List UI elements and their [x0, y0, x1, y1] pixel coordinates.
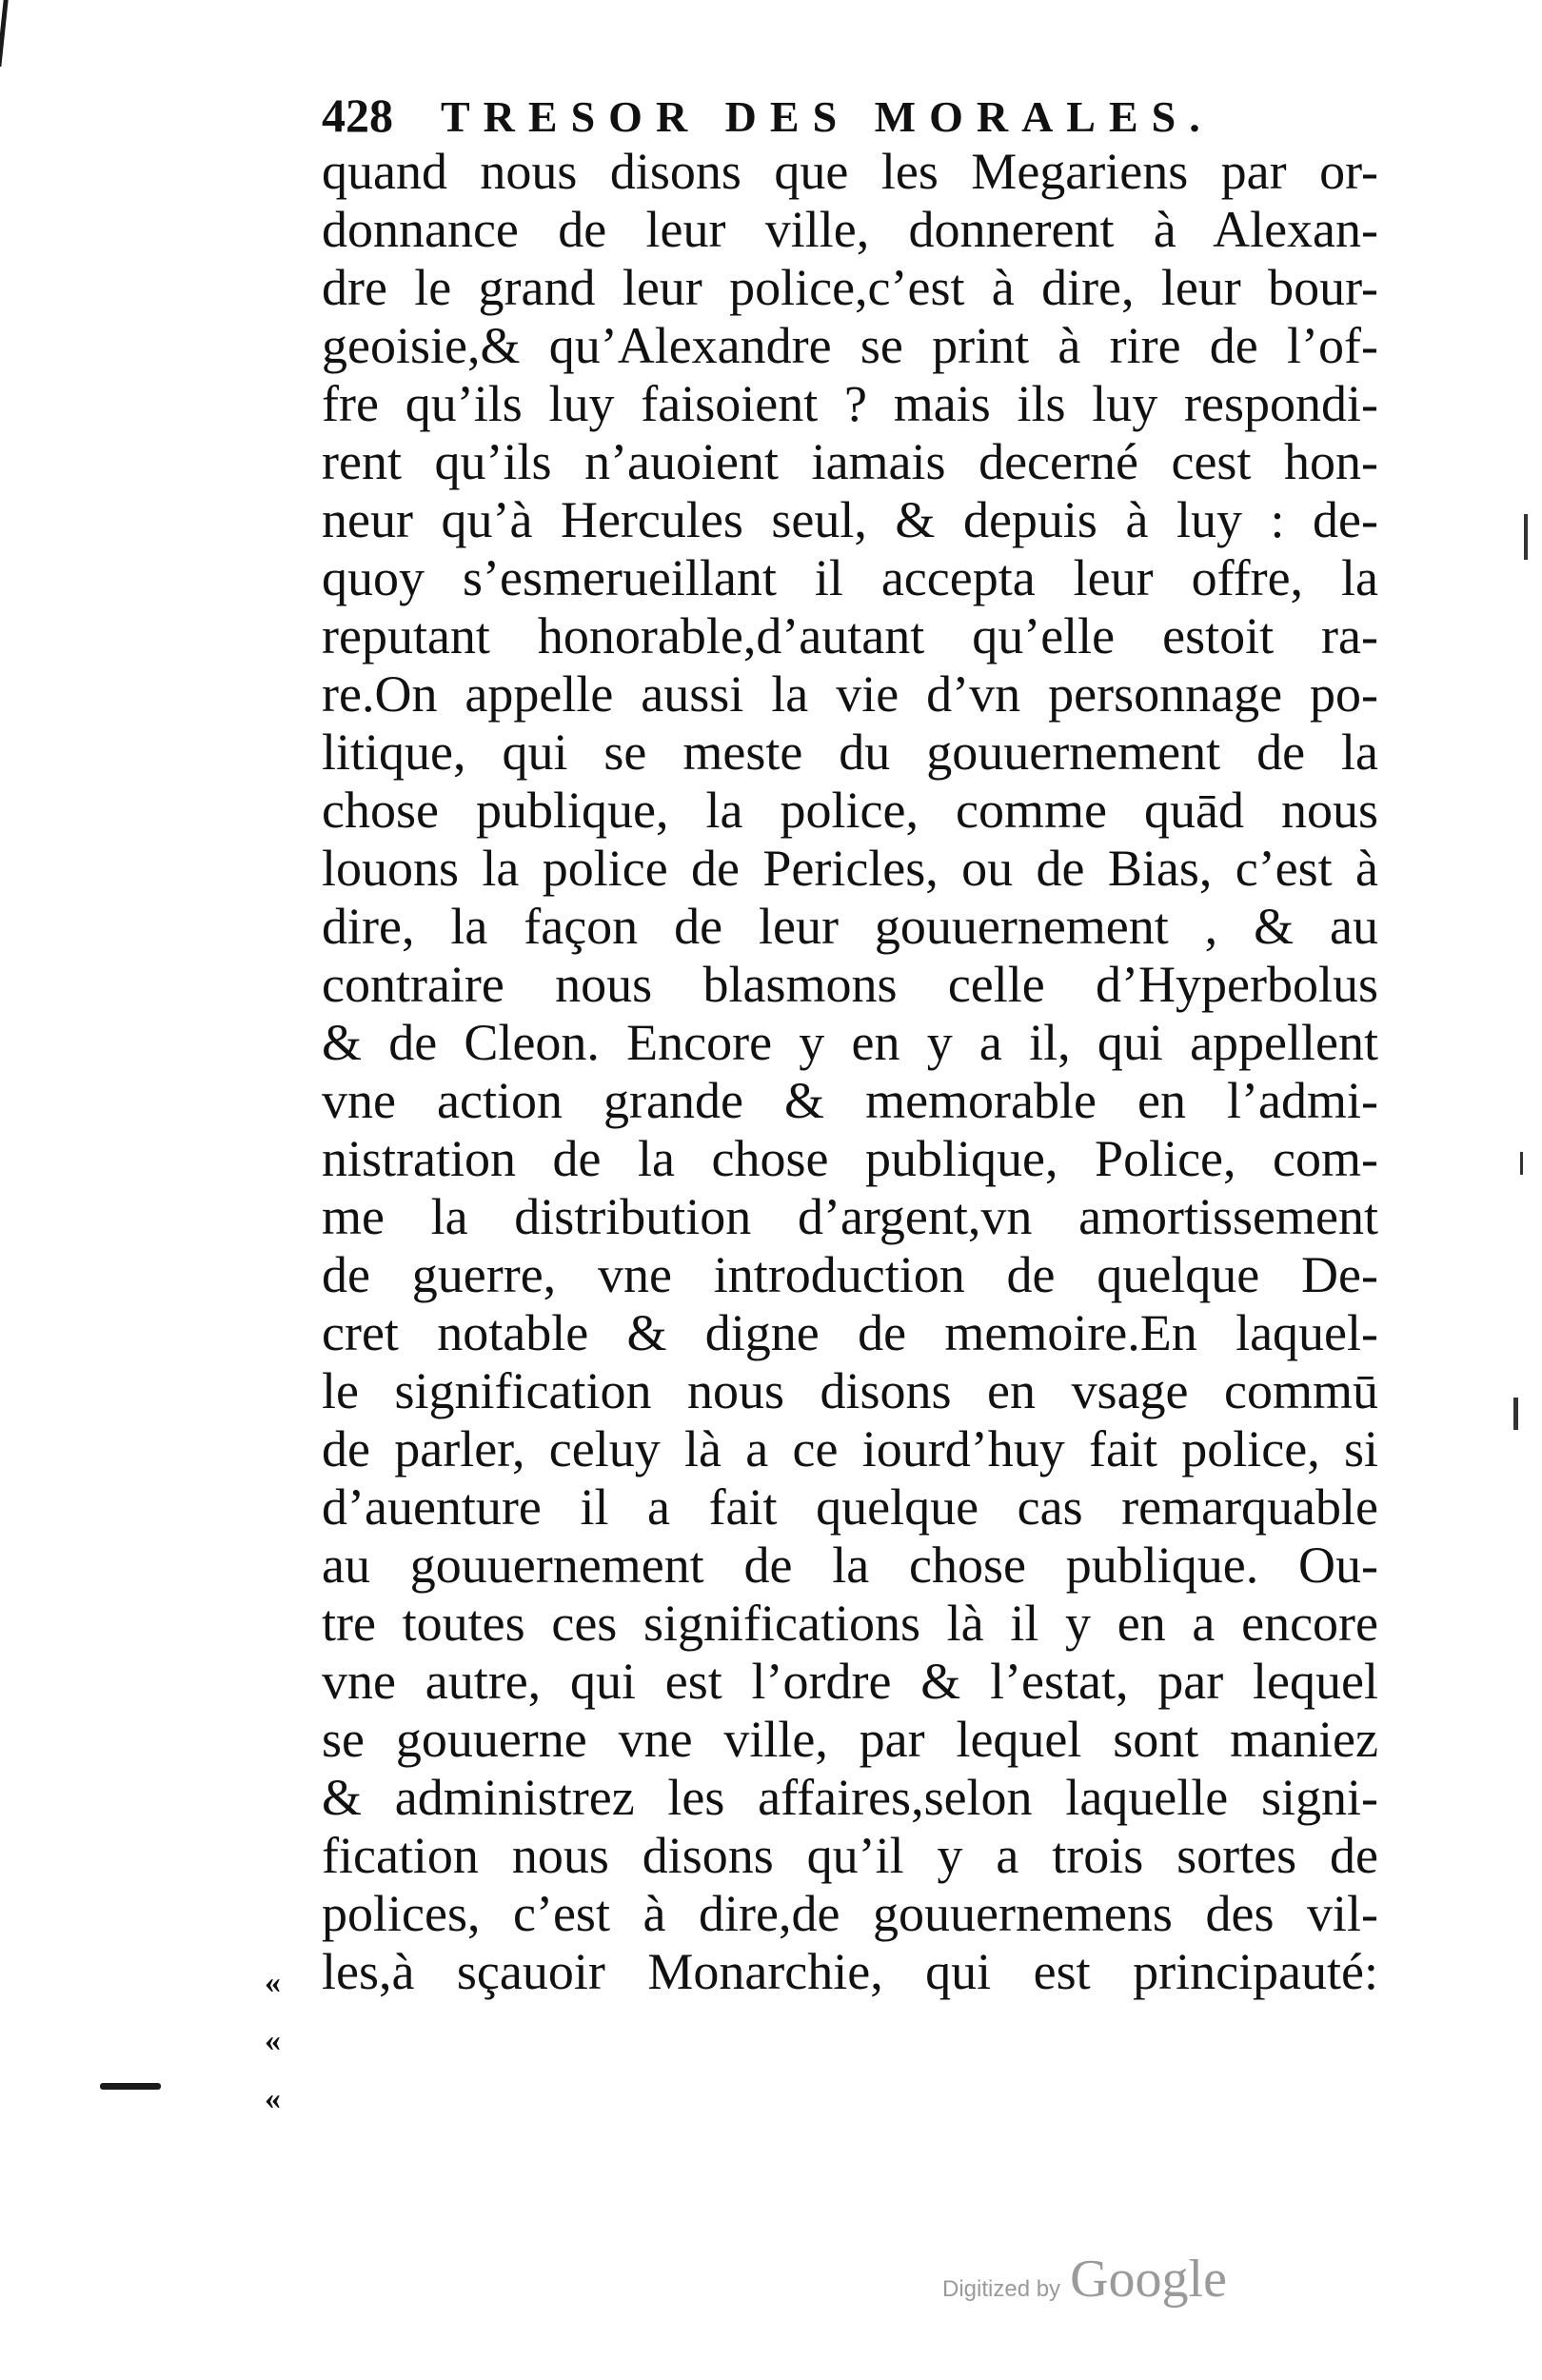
text-line: & administrez les affaires,selon laquelle signi-: [322, 1769, 1378, 1826]
text-line: de parler, celuy là a ce iourd’huy fait police, si: [322, 1420, 1378, 1478]
ink-speck: [1520, 1152, 1523, 1175]
text-line: geoisie,& qu’Alexandre se print à rire de l’of-: [322, 317, 1378, 374]
text-line: re.On appelle aussi la vie d’vn personnage po-: [322, 665, 1378, 723]
text-line: contraire nous blasmons celle d’Hyperbolus: [322, 956, 1378, 1013]
quote-mark: «: [265, 2023, 281, 2058]
running-title: TRESOR DES MORALES.: [441, 92, 1214, 141]
text-line: reputant honorable,d’autant qu’elle estoit ra-: [322, 607, 1378, 664]
text-line: d’auenture il a fait quelque cas remarquable: [322, 1478, 1378, 1536]
text-line: se gouuerne vne ville, par lequel sont maniez: [322, 1711, 1378, 1768]
text-line: fre qu’ils luy faisoient ? mais ils luy respondi-: [322, 375, 1378, 432]
ink-speck: [1524, 514, 1528, 560]
text-line: cret notable & digne de memoire.En laquel-: [322, 1304, 1378, 1361]
text-line: quoy s’esmerueillant il accepta leur offre, la: [322, 549, 1378, 606]
text-line: louons la police de Pericles, ou de Bias, c’est à: [322, 840, 1378, 897]
text-line: chose publique, la police, comme quād nous: [322, 782, 1378, 839]
page-edge-mark: [0, 0, 22, 67]
text-line: polices, c’est à dire,de gouuernemens des vil-: [322, 1885, 1378, 1942]
text-line: neur qu’à Hercules seul, & depuis à luy : de-: [322, 491, 1378, 548]
text-line: le signification nous disons en vsage commū: [322, 1362, 1378, 1419]
margin-dash-mark: [100, 2083, 161, 2090]
text-line: & de Cleon. Encore y en y a il, qui appellent: [322, 1014, 1378, 1071]
text-line: fication nous disons qu’il y a trois sortes de: [322, 1827, 1378, 1884]
body-text: [322, 143, 1378, 2001]
text-line: quand nous disons que les Megariens par or-: [322, 143, 1378, 200]
text-line: dre le grand leur police,c’est à dire, leur bour-: [322, 259, 1378, 316]
text-line: donnance de leur ville, donnerent à Alexan-: [322, 201, 1378, 258]
text-line: au gouuernement de la chose publique. Ou-: [322, 1537, 1378, 1594]
text-line: me la distribution d’argent,vn amortissement: [322, 1188, 1378, 1245]
margin-quote-marks: [265, 1954, 312, 2128]
quote-mark: «: [265, 1965, 281, 2000]
google-logo: Google: [1070, 2250, 1227, 2309]
text-line: vne autre, qui est l’ordre & l’estat, par lequel: [322, 1653, 1378, 1710]
text-line: dire, la façon de leur gouuernement , & au: [322, 898, 1378, 955]
watermark-prefix: Digitized by: [942, 2276, 1061, 2302]
text-line: tre toutes ces significations là il y en a encore: [322, 1595, 1378, 1652]
text-line: nistration de la chose publique, Police, com-: [322, 1130, 1378, 1187]
text-line: litique, qui se meste du gouuernement de la: [322, 724, 1378, 781]
page-number: 428: [322, 89, 393, 142]
digitization-watermark: [942, 2249, 1227, 2315]
quote-mark: «: [265, 2081, 281, 2116]
text-line: les,à sçauoir Monarchie, qui est principauté:: [322, 1943, 1378, 2000]
text-line: vne action grande & memorable en l’admi-: [322, 1072, 1378, 1129]
text-line: de guerre, vne introduction de quelque De-: [322, 1246, 1378, 1303]
text-line: rent qu’ils n’auoient iamais decerné cest hon-: [322, 433, 1378, 490]
ink-speck: [1513, 1398, 1518, 1430]
